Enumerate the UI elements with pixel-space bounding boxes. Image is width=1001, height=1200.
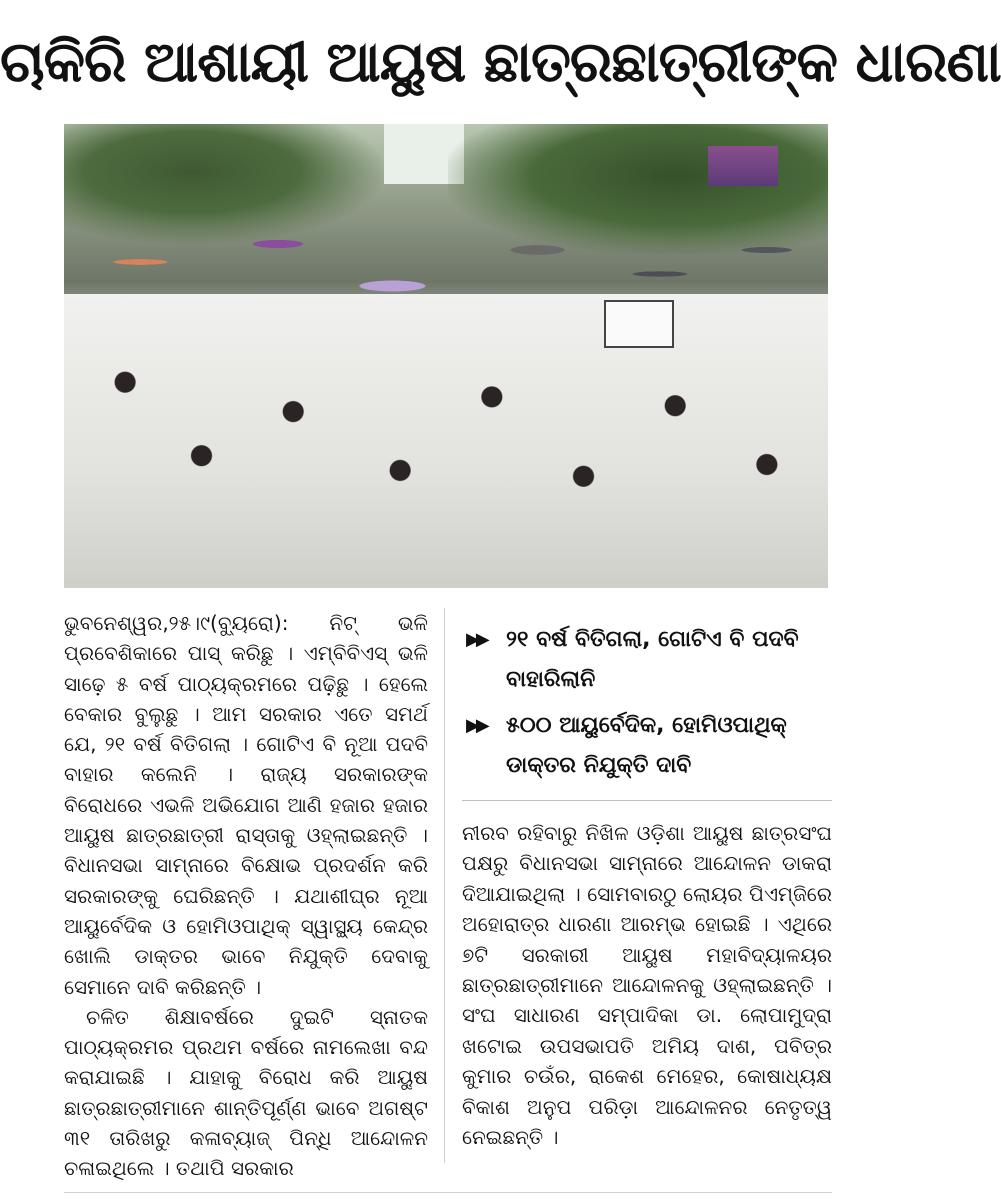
highlight-box	[462, 620, 832, 792]
highlight-text: ୨୧ ବର୍ଷ ବିତିଗଲା, ଗୋଟିଏ ବି ପଦବି ବାହାରିଲାନି	[506, 627, 799, 692]
highlight-item	[462, 620, 832, 700]
stage-banner	[708, 146, 778, 186]
highlight-item	[462, 706, 832, 786]
column-divider	[444, 608, 445, 1163]
article-paragraph: ଚଳିତ ଶିକ୍ଷାବର୍ଷରେ ଦୁଇଟି ସ୍ନାତକ ପାଠ୍ୟକ୍ରମର ପ୍ରଥମ ବର୍ଷରେ ନାମଲେଖା ବନ୍ଦ କରାଯାଇଛି । ଯାହାକୁ ବିରୋଧ କରି ଆୟୁଷ ଛାତ୍ରଛାତ୍ରୀମାନେ ଶାନ୍ତିପୂର୍ଣ୍ଣ ଭାବେ ଅଗଷ୍ଟ ୩୧ ତାରିଖରୁ କଳାବ୍ୟାଜ୍ ପିନ୍ଧି ଆନ୍ଦୋଳନ ଚଳାଇଥିଲେ । ତଥାପି ସରକାର	[64, 1004, 428, 1181]
article-paragraph: ନୀରବ ରହିବାରୁ ନିଖିଳ ଓଡ଼ିଶା ଆୟୁଷ ଛାତ୍ରସଂଘ ପକ୍ଷରୁ ବିଧାନସଭା ସାମ୍ନାରେ ଆନ୍ଦୋଳନ ଡାକରା ଦିଆଯାଇଥିଲା । ସୋମବାରଠୁ ଲୋୟର ପିଏମ୍‌ଜିରେ ଅହୋରାତ୍ର ଧାରଣା ଆରମ୍ଭ ହୋଇଛି । ଏଥିରେ ୭ଟି ସରକାରୀ ଆୟୁଷ ମହାବିଦ୍ୟାଳୟର ଛାତ୍ରଛାତ୍ରୀମାନେ ଆନ୍ଦୋଳନକୁ ଓହ୍ଲାଇଛନ୍ତି । ସଂଘ ସାଧାରଣ ସମ୍ପାଦିକା ଡା. ଲୋପାମୁଦ୍ରା ଖଟୋଇ ଉପସଭାପତି ଅମିୟ ଦାଶ, ପବିତ୍ର କୁମାର ଚଉଁର, ରାକେଶ ମେହେର, କୋଷାଧ୍ୟକ୍ଷ ବିକାଶ ଅନୁପ ପରିଡ଼ା ଆନ୍ଦୋଳନର ନେତୃତ୍ୱ ନେଇଛନ୍ତି ।	[462, 821, 832, 1150]
protest-placard	[604, 300, 674, 348]
article-paragraph: ଭୁବନେଶ୍ୱର,୨୫।୯(ବ୍ୟୁରୋ): ନିଟ୍ ଭଳି ପ୍ରବେଶିକାରେ ପାସ୍ କରିଛୁ । ଏମ୍‌ବିବିଏସ୍ ଭଳି ସାଢ଼େ ୫ ବର୍ଷ ପାଠ୍ୟକ୍ରମରେ ପଢ଼ିଛୁ । ହେଲେ ବେକାର ବୁଲୁଛୁ । ଆମ ସରକାର ଏତେ ସମର୍ଥ ଯେ, ୨୧ ବର୍ଷ ବିତିଗଲା । ଗୋଟିଏ ବି ନୂଆ ପଦବି ବାହାର କଲେନି । ରାଜ୍ୟ ସରକାରଙ୍କ ବିରୋଧରେ ଏଭଳି ଅଭିଯୋଗ ଆଣି ହଜାର ହଜାର ଆୟୁଷ ଛାତ୍ରଛାତ୍ରୀ ରାସ୍ତାକୁ ଓହ୍ଲାଇଛନ୍ତି । ବିଧାନସଭା ସାମ୍ନାରେ ବିକ୍ଷୋଭ ପ୍ରଦର୍ଶନ କରି ସରକାରଙ୍କୁ ଘେରିଛନ୍ତି । ଯଥାଶୀଘ୍ର ନୂଆ ଆୟୁର୍ବେଦିକ ଓ ହୋମିଓପାଥିକ୍ ସ୍ୱାସ୍ଥ୍ୟ କେନ୍ଦ୍ର ଖୋଲି ଡାକ୍ତର ଭାବେ ନିଯୁକ୍ତି ଦେବାକୁ ସେମାନେ ଦାବି କରିଛନ୍ତି ।	[64, 611, 428, 999]
protest-photo	[64, 124, 828, 588]
headline: ଚାକିରି ଆଶାୟୀ ଆୟୁଷ ଛାତ୍ରଛାତ୍ରୀଙ୍କ ଧାରଣା	[0, 30, 1001, 95]
article-right-column	[462, 818, 832, 1152]
highlight-text: ୫୦୦ ଆୟୁର୍ବେଦିକ, ହୋମିଓପାଥିକ୍ ଡାକ୍ତର ନିଯୁକ୍ତି ଦାବି	[506, 713, 787, 778]
bottom-divider	[64, 1192, 832, 1193]
highlight-divider	[462, 800, 832, 801]
double-arrow-icon: ▶▶	[466, 715, 486, 736]
double-arrow-icon: ▶▶	[466, 629, 486, 650]
seated-crowd	[64, 294, 828, 588]
article-left-column	[64, 608, 428, 1184]
